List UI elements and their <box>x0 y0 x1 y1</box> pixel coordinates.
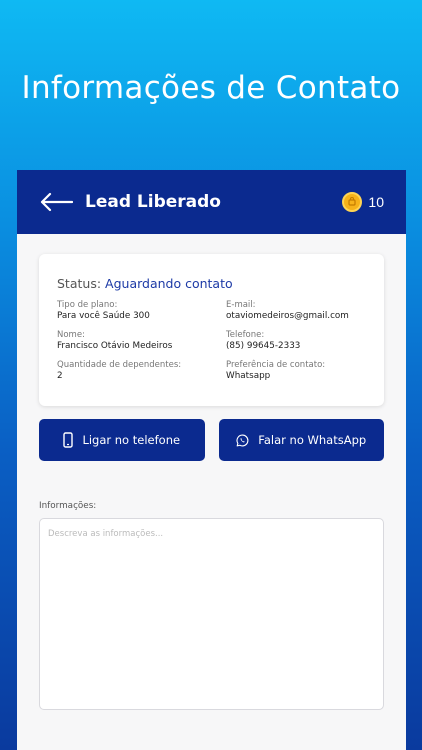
promo-headline: Informações de Contato <box>21 70 401 106</box>
field-value: (85) 99645-2333 <box>226 341 301 351</box>
field-value: 2 <box>57 371 63 381</box>
status-label: Status: <box>57 276 102 291</box>
field-value: Whatsapp <box>226 371 271 381</box>
field-value: otaviomedeiros@gmail.com <box>226 311 349 321</box>
screen-title: Lead Liberado <box>85 192 221 212</box>
whatsapp-label: Falar no WhatsApp <box>258 433 367 447</box>
call-phone-label: Ligar no telefone <box>82 433 181 447</box>
field-phone <box>226 330 366 351</box>
info-label: Informações: <box>39 501 97 511</box>
arrow-left-icon <box>39 192 73 212</box>
field-label: Nome: <box>57 330 85 340</box>
field-label: Quantidade de dependentes: <box>57 360 182 370</box>
field-label: Preferência de contato: <box>226 360 326 370</box>
phone-icon <box>63 432 73 448</box>
whatsapp-button[interactable] <box>219 419 385 461</box>
field-plan-type <box>57 300 226 321</box>
field-value: Francisco Otávio Medeiros <box>57 341 173 351</box>
field-label: Telefone: <box>226 330 265 340</box>
lead-card <box>39 254 384 406</box>
field-contact-preference <box>226 360 366 381</box>
app-screen <box>17 170 406 750</box>
field-name <box>57 330 226 351</box>
lead-details <box>57 300 366 381</box>
coin-balance <box>342 192 384 212</box>
coin-icon <box>342 192 362 212</box>
status-line <box>57 276 366 291</box>
coin-count: 10 <box>368 194 384 210</box>
whatsapp-icon <box>236 434 249 447</box>
content-area <box>17 234 406 750</box>
action-buttons <box>39 419 384 461</box>
call-phone-button[interactable] <box>39 419 205 461</box>
app-bar <box>17 170 406 234</box>
field-email <box>226 300 366 321</box>
field-label: E-mail: <box>226 300 256 310</box>
status-value: Aguardando contato <box>105 276 233 291</box>
field-value: Para você Saúde 300 <box>57 311 150 321</box>
back-button[interactable] <box>39 190 73 214</box>
field-label: Tipo de plano: <box>57 300 118 310</box>
field-dependents <box>57 360 226 381</box>
info-textarea[interactable] <box>39 518 384 710</box>
